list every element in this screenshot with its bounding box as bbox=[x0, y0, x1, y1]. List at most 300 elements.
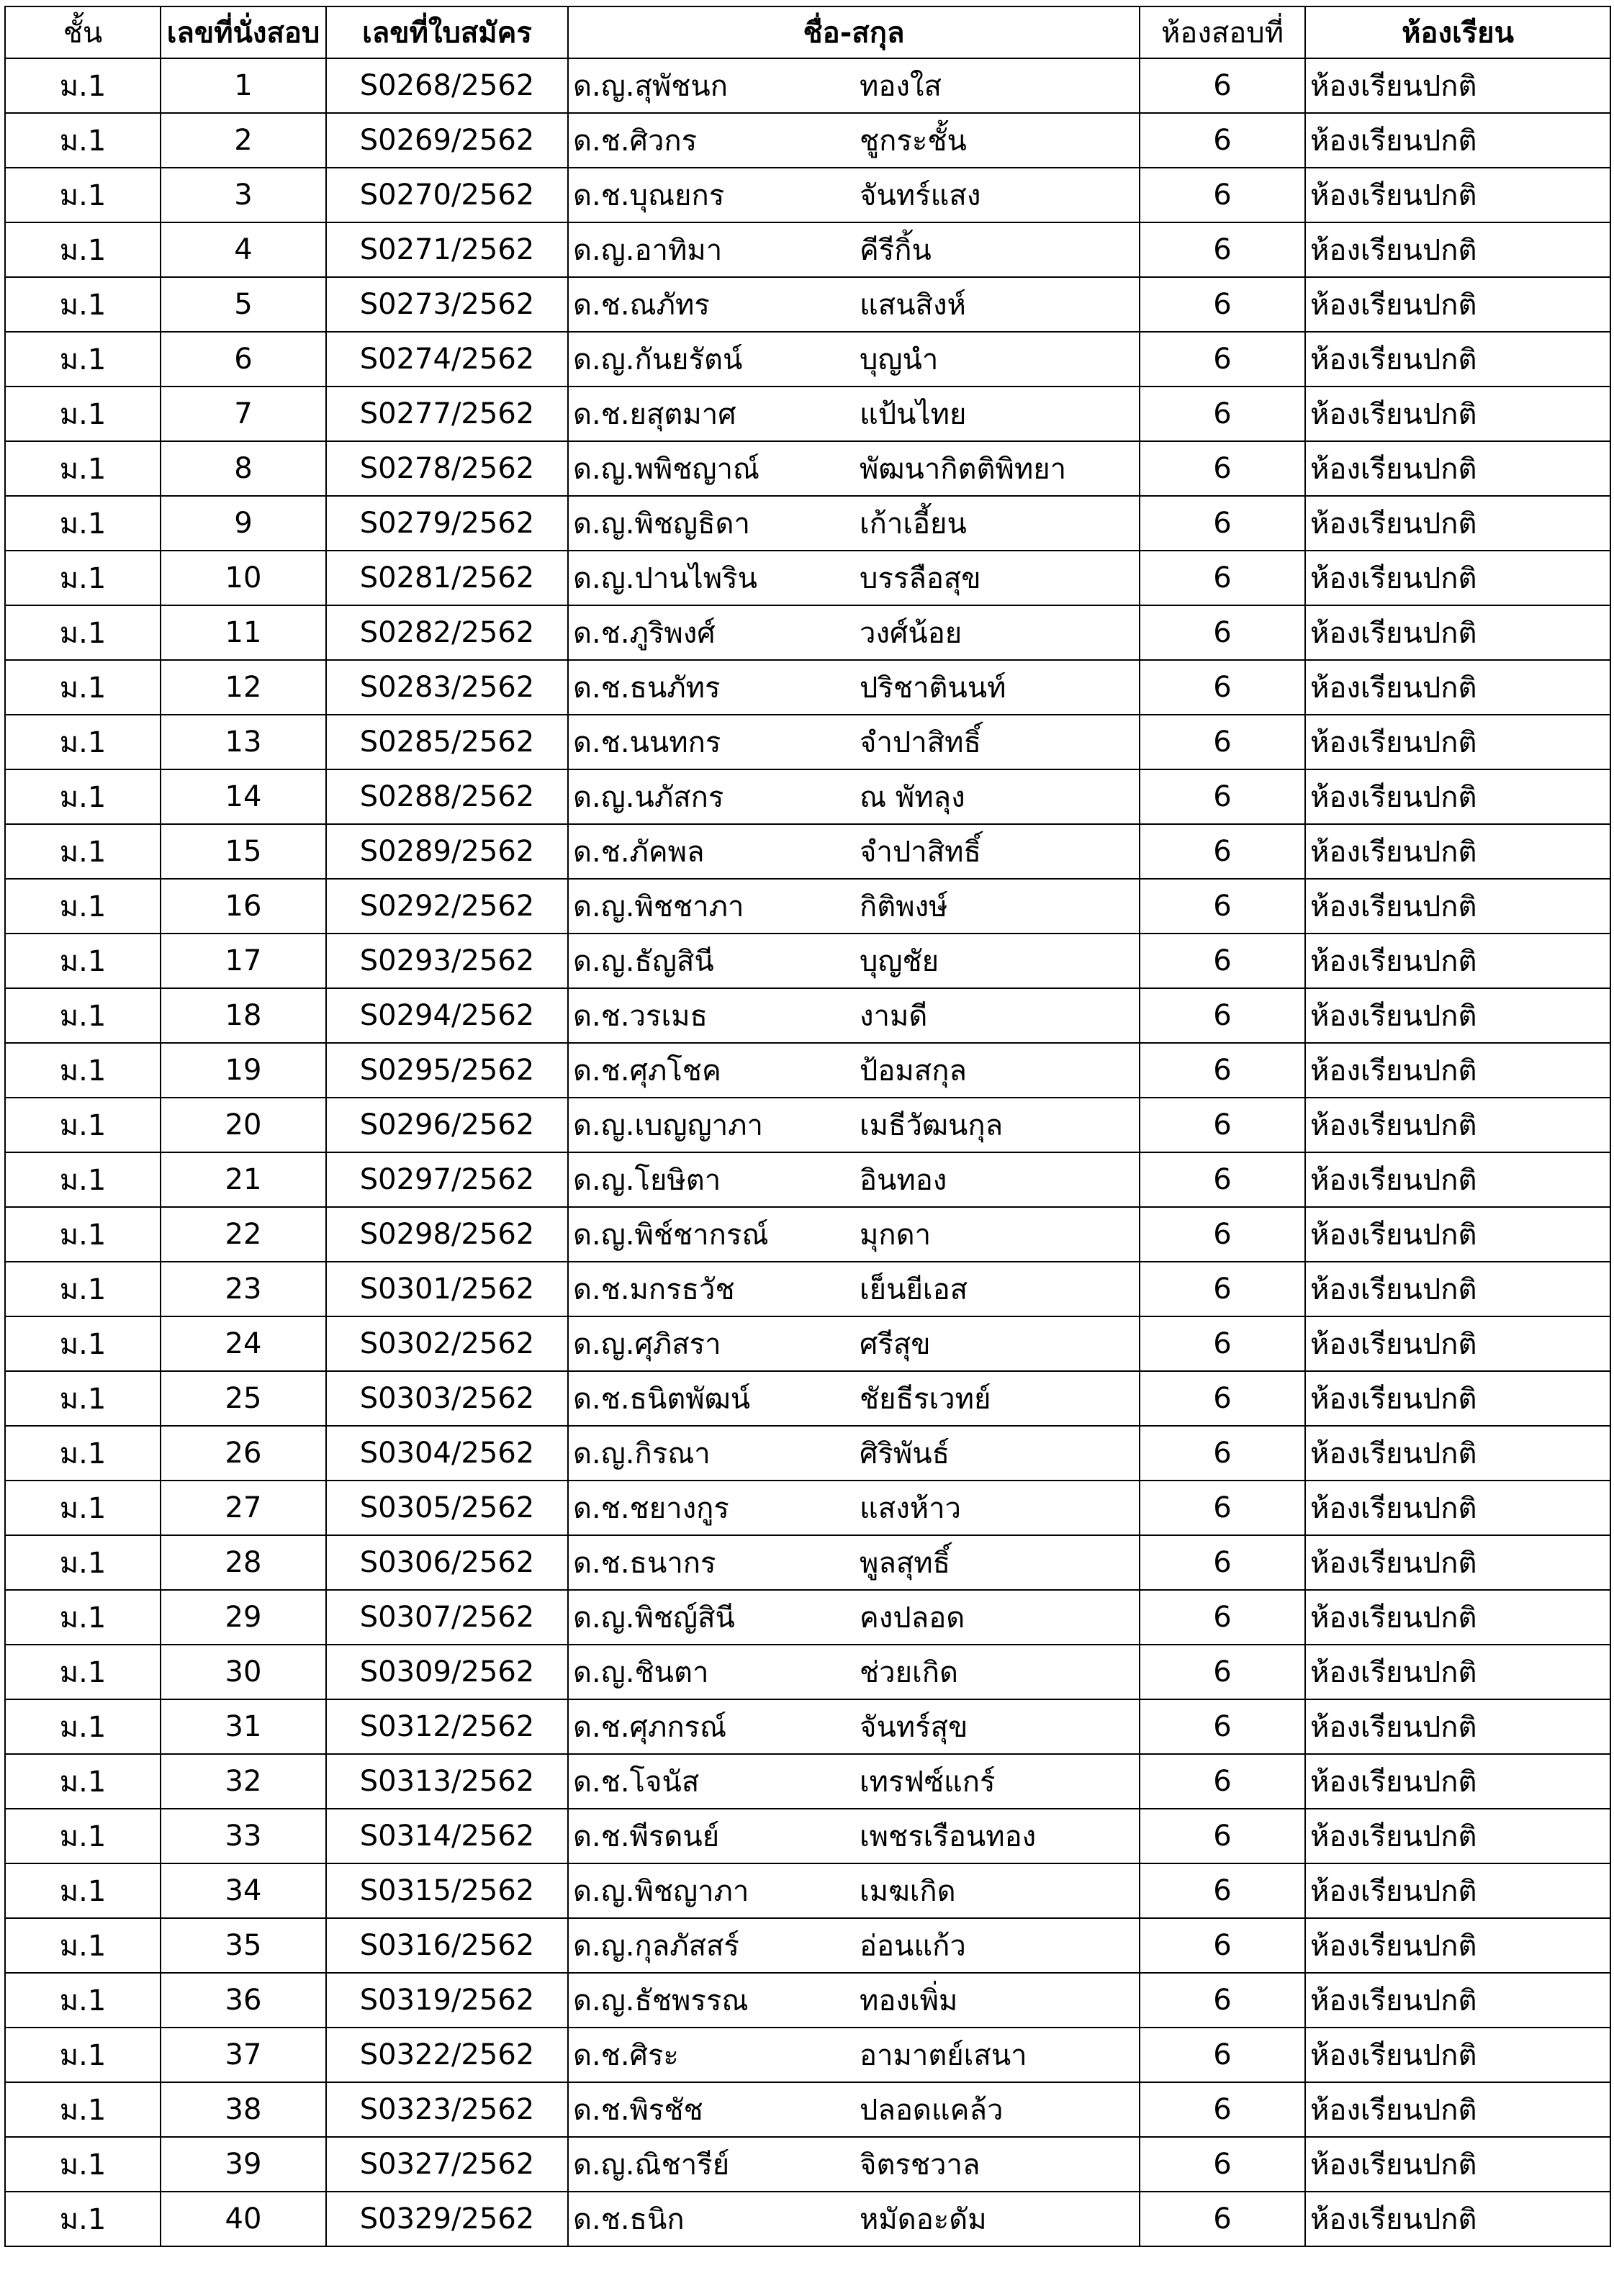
grade-cell: ม.1 bbox=[5, 988, 161, 1043]
last-name: จิตรชวาล bbox=[860, 2148, 980, 2182]
seat-number-cell: 12 bbox=[161, 660, 326, 715]
first-name: ด.ช.ภูริพงศ์ bbox=[573, 617, 716, 650]
last-name: พูลสุทธิ์ bbox=[860, 1547, 951, 1580]
last-name: อ่อนแก้ว bbox=[860, 1930, 966, 1963]
exam-room-cell: 6 bbox=[1140, 1699, 1305, 1754]
first-name: ด.ช.โจนัส bbox=[573, 1766, 700, 1799]
grade-cell: ม.1 bbox=[5, 715, 161, 769]
full-name-cell bbox=[568, 332, 1140, 387]
grade-cell: ม.1 bbox=[5, 1918, 161, 1973]
grade-cell: ม.1 bbox=[5, 1316, 161, 1371]
classroom-cell: ห้องเรียนปกติ bbox=[1305, 1426, 1610, 1481]
application-number-cell: S0269/2562 bbox=[326, 113, 568, 168]
header-exam-room: ห้องสอบที่ bbox=[1140, 6, 1305, 58]
last-name: ณ พัทลุง bbox=[860, 781, 965, 814]
seat-number-cell: 33 bbox=[161, 1809, 326, 1863]
last-name: งามดี bbox=[860, 1000, 928, 1033]
last-name: ศิริพันธ์ bbox=[860, 1437, 950, 1470]
seat-number-cell: 9 bbox=[161, 496, 326, 551]
seat-number-cell: 4 bbox=[161, 222, 326, 277]
application-number-cell: S0315/2562 bbox=[326, 1863, 568, 1918]
application-number-cell: S0292/2562 bbox=[326, 879, 568, 934]
exam-room-cell: 6 bbox=[1140, 1481, 1305, 1535]
grade-cell: ม.1 bbox=[5, 1699, 161, 1754]
table-row bbox=[5, 1918, 1610, 1973]
exam-room-cell: 6 bbox=[1140, 1426, 1305, 1481]
exam-room-cell: 6 bbox=[1140, 1645, 1305, 1699]
application-number-cell: S0309/2562 bbox=[326, 1645, 568, 1699]
classroom-cell: ห้องเรียนปกติ bbox=[1305, 1152, 1610, 1207]
grade-cell: ม.1 bbox=[5, 332, 161, 387]
classroom-cell: ห้องเรียนปกติ bbox=[1305, 1535, 1610, 1590]
last-name: แสงห้าว bbox=[860, 1492, 962, 1525]
classroom-cell: ห้องเรียนปกติ bbox=[1305, 1918, 1610, 1973]
classroom-cell: ห้องเรียนปกติ bbox=[1305, 277, 1610, 332]
last-name: ชัยธีรเวทย์ bbox=[860, 1383, 991, 1416]
application-number-cell: S0293/2562 bbox=[326, 934, 568, 988]
table-row bbox=[5, 1973, 1610, 2028]
exam-room-cell: 6 bbox=[1140, 715, 1305, 769]
seat-number-cell: 5 bbox=[161, 277, 326, 332]
application-number-cell: S0295/2562 bbox=[326, 1043, 568, 1098]
first-name: ด.ญ.พพิชญาณ์ bbox=[573, 453, 760, 486]
exam-room-cell: 6 bbox=[1140, 1043, 1305, 1098]
application-number-cell: S0306/2562 bbox=[326, 1535, 568, 1590]
table-row bbox=[5, 58, 1610, 113]
table-row bbox=[5, 1754, 1610, 1809]
full-name-cell bbox=[568, 1043, 1140, 1098]
exam-room-cell: 6 bbox=[1140, 660, 1305, 715]
classroom-cell: ห้องเรียนปกติ bbox=[1305, 168, 1610, 222]
classroom-cell: ห้องเรียนปกติ bbox=[1305, 387, 1610, 441]
seat-number-cell: 26 bbox=[161, 1426, 326, 1481]
seat-number-cell: 31 bbox=[161, 1699, 326, 1754]
first-name: ด.ญ.ศุภิสรา bbox=[573, 1328, 721, 1361]
full-name-cell bbox=[568, 1262, 1140, 1316]
first-name: ด.ช.ศุภโชค bbox=[573, 1054, 721, 1088]
seat-number-cell: 3 bbox=[161, 168, 326, 222]
table-row bbox=[5, 1481, 1610, 1535]
grade-cell: ม.1 bbox=[5, 58, 161, 113]
first-name: ด.ช.นนทกร bbox=[573, 726, 721, 759]
seat-number-cell: 14 bbox=[161, 769, 326, 824]
full-name-cell bbox=[568, 879, 1140, 934]
table-row bbox=[5, 2137, 1610, 2192]
seat-number-cell: 18 bbox=[161, 988, 326, 1043]
application-number-cell: S0327/2562 bbox=[326, 2137, 568, 2192]
table-row bbox=[5, 168, 1610, 222]
last-name: แป้นไทย bbox=[860, 398, 967, 431]
full-name-cell bbox=[568, 715, 1140, 769]
header-full-name: ชื่อ-สกุล bbox=[568, 6, 1140, 58]
last-name: เก้าเอี้ยน bbox=[860, 507, 967, 541]
first-name: ด.ญ.สุพัชนก bbox=[573, 70, 728, 103]
grade-cell: ม.1 bbox=[5, 2082, 161, 2137]
application-number-cell: S0289/2562 bbox=[326, 824, 568, 879]
grade-cell: ม.1 bbox=[5, 1863, 161, 1918]
table-row bbox=[5, 715, 1610, 769]
full-name-cell bbox=[568, 1371, 1140, 1426]
full-name-cell bbox=[568, 605, 1140, 660]
last-name: อามาตย์เสนา bbox=[860, 2039, 1027, 2072]
classroom-cell: ห้องเรียนปกติ bbox=[1305, 769, 1610, 824]
application-number-cell: S0312/2562 bbox=[326, 1699, 568, 1754]
exam-room-cell: 6 bbox=[1140, 168, 1305, 222]
last-name: หมัดอะดัม bbox=[860, 2203, 987, 2236]
first-name: ด.ญ.พิชชาภา bbox=[573, 890, 744, 923]
table-row bbox=[5, 222, 1610, 277]
table-row bbox=[5, 1699, 1610, 1754]
classroom-cell: ห้องเรียนปกติ bbox=[1305, 879, 1610, 934]
seat-number-cell: 40 bbox=[161, 2192, 326, 2246]
last-name: เย็นยีเอส bbox=[860, 1273, 968, 1306]
last-name: วงศ์น้อย bbox=[860, 617, 962, 650]
full-name-cell bbox=[568, 1481, 1140, 1535]
application-number-cell: S0298/2562 bbox=[326, 1207, 568, 1262]
full-name-cell bbox=[568, 113, 1140, 168]
first-name: ด.ญ.ธัชพรรณ bbox=[573, 1984, 749, 2017]
first-name: ด.ช.ธนภัทร bbox=[573, 672, 721, 705]
last-name: จันทร์สุข bbox=[860, 1711, 968, 1744]
grade-cell: ม.1 bbox=[5, 113, 161, 168]
grade-cell: ม.1 bbox=[5, 934, 161, 988]
seat-number-cell: 28 bbox=[161, 1535, 326, 1590]
application-number-cell: S0294/2562 bbox=[326, 988, 568, 1043]
seat-number-cell: 15 bbox=[161, 824, 326, 879]
grade-cell: ม.1 bbox=[5, 605, 161, 660]
grade-cell: ม.1 bbox=[5, 387, 161, 441]
seat-number-cell: 32 bbox=[161, 1754, 326, 1809]
exam-room-cell: 6 bbox=[1140, 824, 1305, 879]
classroom-cell: ห้องเรียนปกติ bbox=[1305, 113, 1610, 168]
first-name: ด.ญ.ชินตา bbox=[573, 1656, 709, 1689]
classroom-cell: ห้องเรียนปกติ bbox=[1305, 496, 1610, 551]
table-row bbox=[5, 1316, 1610, 1371]
full-name-cell bbox=[568, 1535, 1140, 1590]
full-name-cell bbox=[568, 1863, 1140, 1918]
grade-cell: ม.1 bbox=[5, 441, 161, 496]
grade-cell: ม.1 bbox=[5, 551, 161, 605]
application-number-cell: S0322/2562 bbox=[326, 2028, 568, 2082]
application-number-cell: S0296/2562 bbox=[326, 1098, 568, 1152]
application-number-cell: S0302/2562 bbox=[326, 1316, 568, 1371]
table-row bbox=[5, 387, 1610, 441]
classroom-cell: ห้องเรียนปกติ bbox=[1305, 1754, 1610, 1809]
application-number-cell: S0319/2562 bbox=[326, 1973, 568, 2028]
first-name: ด.ญ.พิชญธิดา bbox=[573, 507, 750, 541]
table-row bbox=[5, 1426, 1610, 1481]
exam-seating-table bbox=[4, 6, 1611, 2247]
classroom-cell: ห้องเรียนปกติ bbox=[1305, 715, 1610, 769]
full-name-cell bbox=[568, 1098, 1140, 1152]
exam-room-cell: 6 bbox=[1140, 1973, 1305, 2028]
full-name-cell bbox=[568, 2137, 1140, 2192]
table-row bbox=[5, 332, 1610, 387]
seat-number-cell: 30 bbox=[161, 1645, 326, 1699]
table-row bbox=[5, 1535, 1610, 1590]
table-row bbox=[5, 1262, 1610, 1316]
table-row bbox=[5, 1207, 1610, 1262]
seat-number-cell: 1 bbox=[161, 58, 326, 113]
last-name: ป้อมสกุล bbox=[860, 1054, 967, 1088]
grade-cell: ม.1 bbox=[5, 1754, 161, 1809]
last-name: ชูกระชั้น bbox=[860, 125, 967, 158]
header-seat-number: เลขที่นั่งสอบ bbox=[161, 6, 326, 58]
grade-cell: ม.1 bbox=[5, 1098, 161, 1152]
table-row bbox=[5, 934, 1610, 988]
exam-room-cell: 6 bbox=[1140, 1809, 1305, 1863]
grade-cell: ม.1 bbox=[5, 1262, 161, 1316]
full-name-cell bbox=[568, 277, 1140, 332]
exam-room-cell: 6 bbox=[1140, 1918, 1305, 1973]
application-number-cell: S0268/2562 bbox=[326, 58, 568, 113]
classroom-cell: ห้องเรียนปกติ bbox=[1305, 2137, 1610, 2192]
application-number-cell: S0313/2562 bbox=[326, 1754, 568, 1809]
grade-cell: ม.1 bbox=[5, 769, 161, 824]
application-number-cell: S0307/2562 bbox=[326, 1590, 568, 1645]
grade-cell: ม.1 bbox=[5, 1043, 161, 1098]
table-row bbox=[5, 551, 1610, 605]
grade-cell: ม.1 bbox=[5, 222, 161, 277]
application-number-cell: S0271/2562 bbox=[326, 222, 568, 277]
first-name: ด.ญ.พิชญ์สินี bbox=[573, 1601, 735, 1635]
table-row bbox=[5, 769, 1610, 824]
exam-room-cell: 6 bbox=[1140, 1863, 1305, 1918]
classroom-cell: ห้องเรียนปกติ bbox=[1305, 441, 1610, 496]
grade-cell: ม.1 bbox=[5, 2028, 161, 2082]
application-number-cell: S0288/2562 bbox=[326, 769, 568, 824]
seat-number-cell: 19 bbox=[161, 1043, 326, 1098]
exam-room-cell: 6 bbox=[1140, 1262, 1305, 1316]
last-name: บุญชัย bbox=[860, 945, 939, 978]
exam-room-cell: 6 bbox=[1140, 988, 1305, 1043]
exam-room-cell: 6 bbox=[1140, 441, 1305, 496]
table-row bbox=[5, 824, 1610, 879]
first-name: ด.ญ.พิชญาภา bbox=[573, 1875, 749, 1908]
application-number-cell: S0277/2562 bbox=[326, 387, 568, 441]
last-name: ปลอดแคล้ว bbox=[860, 2094, 1004, 2127]
last-name: ช่วยเกิด bbox=[860, 1656, 958, 1689]
seat-number-cell: 39 bbox=[161, 2137, 326, 2192]
first-name: ด.ญ.กันยรัตน์ bbox=[573, 343, 743, 376]
last-name: ปริชาตินนท์ bbox=[860, 672, 1006, 705]
header-application-number: เลขที่ใบสมัคร bbox=[326, 6, 568, 58]
last-name: กิติพงษ์ bbox=[860, 890, 948, 923]
exam-room-cell: 6 bbox=[1140, 2137, 1305, 2192]
classroom-cell: ห้องเรียนปกติ bbox=[1305, 1098, 1610, 1152]
application-number-cell: S0278/2562 bbox=[326, 441, 568, 496]
grade-cell: ม.1 bbox=[5, 1809, 161, 1863]
first-name: ด.ช.ภัคพล bbox=[573, 836, 705, 869]
classroom-cell: ห้องเรียนปกติ bbox=[1305, 824, 1610, 879]
exam-room-cell: 6 bbox=[1140, 605, 1305, 660]
first-name: ด.ช.ธนากร bbox=[573, 1547, 716, 1580]
grade-cell: ม.1 bbox=[5, 1973, 161, 2028]
table-row bbox=[5, 2192, 1610, 2246]
last-name: ทองใส bbox=[860, 70, 942, 103]
seat-number-cell: 24 bbox=[161, 1316, 326, 1371]
grade-cell: ม.1 bbox=[5, 1590, 161, 1645]
table-row bbox=[5, 1043, 1610, 1098]
header-row bbox=[5, 6, 1610, 58]
application-number-cell: S0297/2562 bbox=[326, 1152, 568, 1207]
first-name: ด.ช.ศุภกรณ์ bbox=[573, 1711, 727, 1744]
table-row bbox=[5, 1152, 1610, 1207]
seat-number-cell: 27 bbox=[161, 1481, 326, 1535]
application-number-cell: S0274/2562 bbox=[326, 332, 568, 387]
grade-cell: ม.1 bbox=[5, 1152, 161, 1207]
classroom-cell: ห้องเรียนปกติ bbox=[1305, 1043, 1610, 1098]
first-name: ด.ช.ธนิก bbox=[573, 2203, 685, 2236]
first-name: ด.ช.บุณยกร bbox=[573, 179, 725, 212]
full-name-cell bbox=[568, 1973, 1140, 2028]
first-name: ด.ญ.กิรณา bbox=[573, 1437, 711, 1470]
classroom-cell: ห้องเรียนปกติ bbox=[1305, 2028, 1610, 2082]
grade-cell: ม.1 bbox=[5, 1645, 161, 1699]
classroom-cell: ห้องเรียนปกติ bbox=[1305, 222, 1610, 277]
full-name-cell bbox=[568, 660, 1140, 715]
exam-room-cell: 6 bbox=[1140, 2028, 1305, 2082]
grade-cell: ม.1 bbox=[5, 2137, 161, 2192]
first-name: ด.ช.มกรธวัช bbox=[573, 1273, 735, 1306]
classroom-cell: ห้องเรียนปกติ bbox=[1305, 1207, 1610, 1262]
last-name: คีรีกิ้น bbox=[860, 234, 932, 267]
first-name: ด.ญ.ธัญสินี bbox=[573, 945, 714, 978]
first-name: ด.ญ.พิช์ชากรณ์ bbox=[573, 1219, 769, 1252]
classroom-cell: ห้องเรียนปกติ bbox=[1305, 1371, 1610, 1426]
classroom-cell: ห้องเรียนปกติ bbox=[1305, 934, 1610, 988]
seat-number-cell: 37 bbox=[161, 2028, 326, 2082]
exam-room-cell: 6 bbox=[1140, 1754, 1305, 1809]
first-name: ด.ช.ศิระ bbox=[573, 2039, 679, 2072]
exam-room-cell: 6 bbox=[1140, 332, 1305, 387]
last-name: ศรีสุข bbox=[860, 1328, 931, 1361]
exam-room-cell: 6 bbox=[1140, 1316, 1305, 1371]
table-row bbox=[5, 277, 1610, 332]
full-name-cell bbox=[568, 2082, 1140, 2137]
application-number-cell: S0281/2562 bbox=[326, 551, 568, 605]
exam-room-cell: 6 bbox=[1140, 277, 1305, 332]
last-name: บุญนำ bbox=[860, 343, 939, 376]
table-body bbox=[5, 58, 1610, 2246]
first-name: ด.ช.ชยางกูร bbox=[573, 1492, 729, 1525]
table-row bbox=[5, 660, 1610, 715]
application-number-cell: S0329/2562 bbox=[326, 2192, 568, 2246]
application-number-cell: S0301/2562 bbox=[326, 1262, 568, 1316]
full-name-cell bbox=[568, 1426, 1140, 1481]
seat-number-cell: 21 bbox=[161, 1152, 326, 1207]
full-name-cell bbox=[568, 1590, 1140, 1645]
application-number-cell: S0316/2562 bbox=[326, 1918, 568, 1973]
last-name: แสนสิงห์ bbox=[860, 289, 966, 322]
full-name-cell bbox=[568, 769, 1140, 824]
full-name-cell bbox=[568, 1207, 1140, 1262]
grade-cell: ม.1 bbox=[5, 1426, 161, 1481]
application-number-cell: S0273/2562 bbox=[326, 277, 568, 332]
first-name: ด.ช.ณภัทร bbox=[573, 289, 710, 322]
seat-number-cell: 22 bbox=[161, 1207, 326, 1262]
seat-number-cell: 11 bbox=[161, 605, 326, 660]
classroom-cell: ห้องเรียนปกติ bbox=[1305, 332, 1610, 387]
full-name-cell bbox=[568, 2192, 1140, 2246]
classroom-cell: ห้องเรียนปกติ bbox=[1305, 58, 1610, 113]
exam-room-cell: 6 bbox=[1140, 387, 1305, 441]
application-number-cell: S0270/2562 bbox=[326, 168, 568, 222]
exam-room-cell: 6 bbox=[1140, 1207, 1305, 1262]
last-name: เมฆเกิด bbox=[860, 1875, 956, 1908]
header-grade: ชั้น bbox=[5, 6, 161, 58]
first-name: ด.ญ.อาทิมา bbox=[573, 234, 723, 267]
exam-room-cell: 6 bbox=[1140, 1590, 1305, 1645]
last-name: พัฒนากิตติพิทยา bbox=[860, 453, 1067, 486]
full-name-cell bbox=[568, 496, 1140, 551]
full-name-cell bbox=[568, 168, 1140, 222]
full-name-cell bbox=[568, 934, 1140, 988]
full-name-cell bbox=[568, 1809, 1140, 1863]
exam-room-cell: 6 bbox=[1140, 58, 1305, 113]
seat-number-cell: 8 bbox=[161, 441, 326, 496]
full-name-cell bbox=[568, 1645, 1140, 1699]
application-number-cell: S0323/2562 bbox=[326, 2082, 568, 2137]
last-name: คงปลอด bbox=[860, 1601, 965, 1635]
classroom-cell: ห้องเรียนปกติ bbox=[1305, 1699, 1610, 1754]
grade-cell: ม.1 bbox=[5, 277, 161, 332]
last-name: บรรลือสุข bbox=[860, 562, 981, 595]
first-name: ด.ช.ธนิตพัฒน์ bbox=[573, 1383, 751, 1416]
classroom-cell: ห้องเรียนปกติ bbox=[1305, 1809, 1610, 1863]
first-name: ด.ช.ศิวกร bbox=[573, 125, 698, 158]
seat-number-cell: 6 bbox=[161, 332, 326, 387]
application-number-cell: S0314/2562 bbox=[326, 1809, 568, 1863]
exam-room-cell: 6 bbox=[1140, 1371, 1305, 1426]
first-name: ด.ญ.กุลภัสสร์ bbox=[573, 1930, 739, 1963]
last-name: จันทร์แสง bbox=[860, 179, 981, 212]
full-name-cell bbox=[568, 1316, 1140, 1371]
application-number-cell: S0285/2562 bbox=[326, 715, 568, 769]
exam-room-cell: 6 bbox=[1140, 222, 1305, 277]
seat-number-cell: 25 bbox=[161, 1371, 326, 1426]
full-name-cell bbox=[568, 58, 1140, 113]
full-name-cell bbox=[568, 387, 1140, 441]
application-number-cell: S0305/2562 bbox=[326, 1481, 568, 1535]
classroom-cell: ห้องเรียนปกติ bbox=[1305, 605, 1610, 660]
last-name: เพชรเรือนทอง bbox=[860, 1820, 1037, 1853]
first-name: ด.ญ.เบญญาภา bbox=[573, 1109, 764, 1142]
seat-number-cell: 2 bbox=[161, 113, 326, 168]
grade-cell: ม.1 bbox=[5, 660, 161, 715]
table-row bbox=[5, 441, 1610, 496]
last-name: ทองเพิ่ม bbox=[860, 1984, 958, 2017]
application-number-cell: S0282/2562 bbox=[326, 605, 568, 660]
table-row bbox=[5, 1590, 1610, 1645]
full-name-cell bbox=[568, 551, 1140, 605]
grade-cell: ม.1 bbox=[5, 879, 161, 934]
exam-room-cell: 6 bbox=[1140, 934, 1305, 988]
seat-number-cell: 23 bbox=[161, 1262, 326, 1316]
table-row bbox=[5, 605, 1610, 660]
classroom-cell: ห้องเรียนปกติ bbox=[1305, 1262, 1610, 1316]
last-name: จำปาสิทธิ์ bbox=[860, 726, 981, 759]
exam-room-cell: 6 bbox=[1140, 1152, 1305, 1207]
full-name-cell bbox=[568, 2028, 1140, 2082]
classroom-cell: ห้องเรียนปกติ bbox=[1305, 1481, 1610, 1535]
classroom-cell: ห้องเรียนปกติ bbox=[1305, 660, 1610, 715]
table-row bbox=[5, 113, 1610, 168]
table-row bbox=[5, 879, 1610, 934]
classroom-cell: ห้องเรียนปกติ bbox=[1305, 1316, 1610, 1371]
last-name: เมธีวัฒนกุล bbox=[860, 1109, 1004, 1142]
last-name: อินทอง bbox=[860, 1164, 947, 1197]
